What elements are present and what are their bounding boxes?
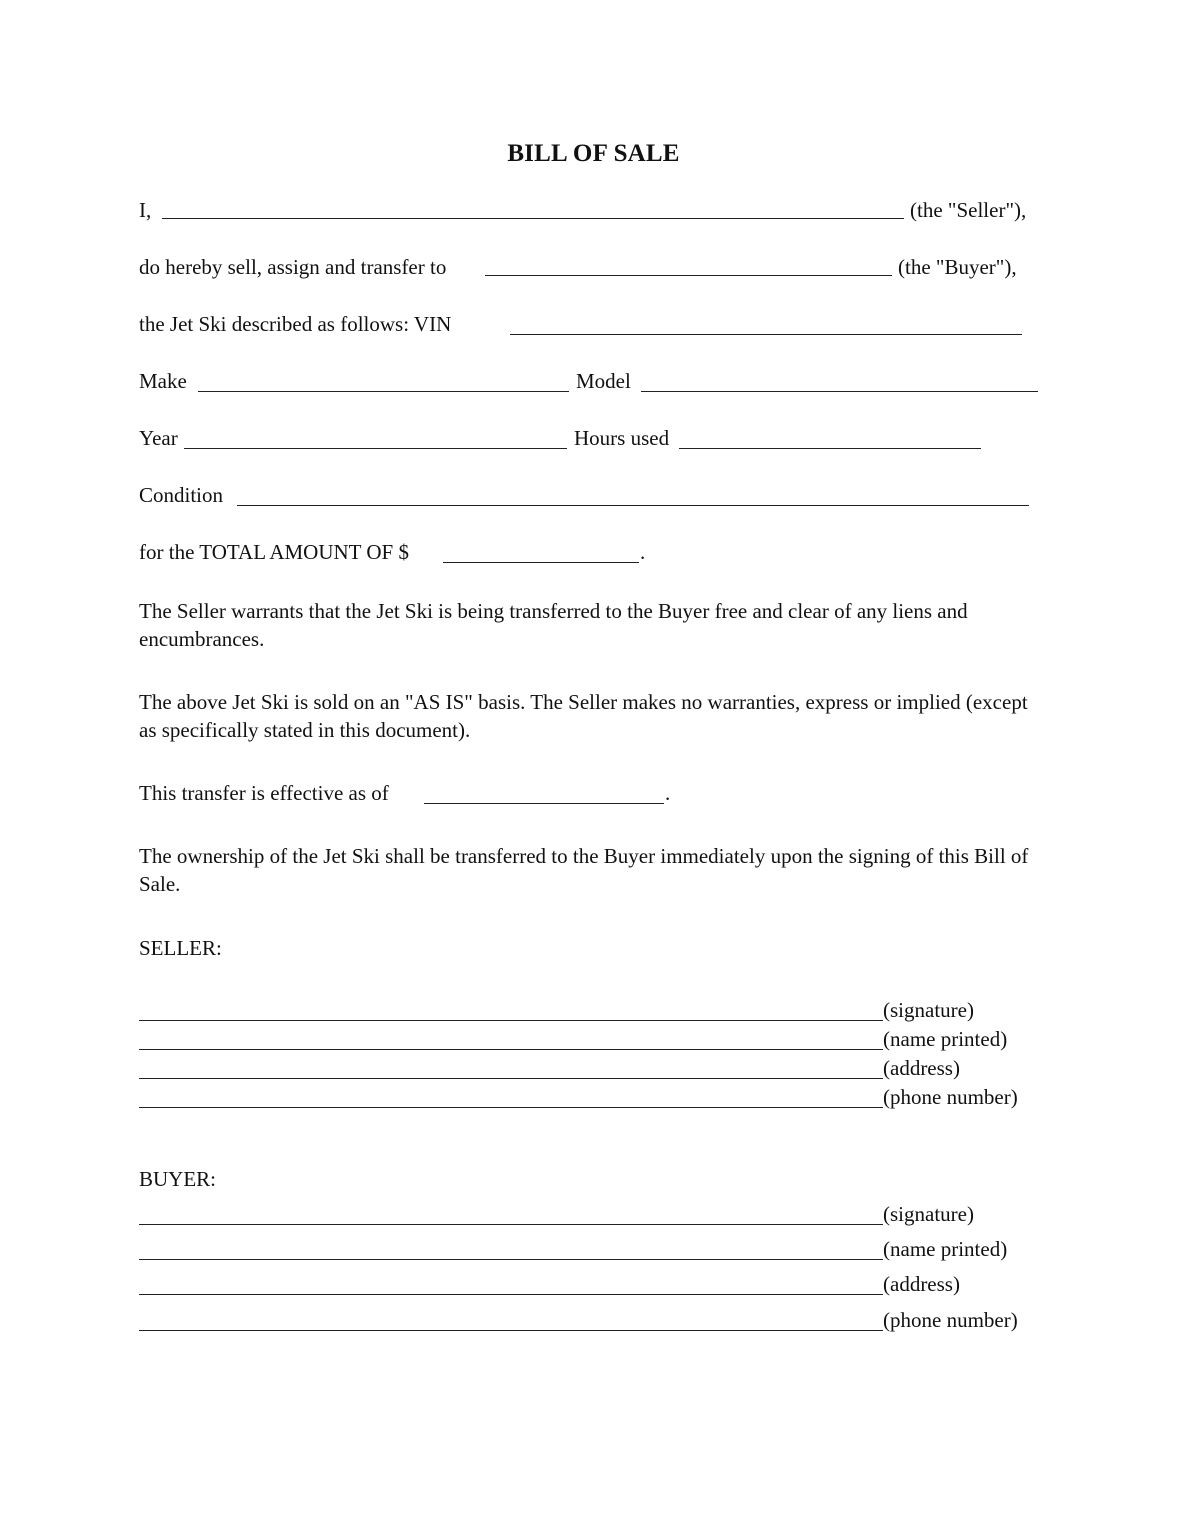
vin-blank[interactable]: [510, 334, 1022, 335]
condition-label: Condition: [139, 483, 224, 507]
vin-label: the Jet Ski described as follows: VIN: [139, 312, 452, 336]
effective-date-label: This transfer is effective as of: [139, 781, 389, 805]
warranty-paragraph: The Seller warrants that the Jet Ski is being transferred to the Buyer free and clear of any liens and encumbrances.: [139, 599, 968, 651]
effective-date-blank[interactable]: [424, 803, 664, 804]
buyer-heading: BUYER:: [139, 1167, 217, 1191]
as-is-paragraph: The above Jet Ski is sold on an "AS IS" basis. The Seller makes no warranties, express or implied (except as specifically stated in this document).: [139, 690, 1028, 742]
seller-name-printed-line[interactable]: [139, 1049, 883, 1050]
model-blank[interactable]: [641, 391, 1038, 392]
seller-phone-line[interactable]: [139, 1107, 883, 1108]
make-blank[interactable]: [198, 391, 569, 392]
buyer-address-label: (address): [883, 1272, 960, 1296]
year-label: Year: [139, 426, 178, 450]
ownership-paragraph: The ownership of the Jet Ski shall be transferred to the Buyer immediately upon the signing of this Bill of Sale.: [139, 844, 1029, 896]
buyer-signature-line[interactable]: [139, 1224, 883, 1225]
hours-used-label: Hours used: [574, 426, 670, 450]
buyer-prefix: do hereby sell, assign and transfer to: [139, 255, 447, 279]
total-amount-label: for the TOTAL AMOUNT OF $: [139, 540, 409, 564]
seller-name-printed-label: (name printed): [883, 1027, 1008, 1051]
buyer-name-printed-label: (name printed): [883, 1237, 1008, 1261]
seller-address-label: (address): [883, 1056, 960, 1080]
condition-blank[interactable]: [237, 505, 1029, 506]
seller-signature-line[interactable]: [139, 1020, 883, 1021]
total-amount-blank[interactable]: [443, 562, 639, 563]
buyer-phone-line[interactable]: [139, 1330, 883, 1331]
year-blank[interactable]: [184, 448, 567, 449]
effective-date-period: .: [665, 781, 671, 805]
buyer-name-printed-line[interactable]: [139, 1259, 883, 1260]
seller-address-line[interactable]: [139, 1078, 883, 1079]
buyer-name-blank[interactable]: [485, 275, 892, 276]
buyer-suffix: (the "Buyer"),: [898, 255, 1017, 279]
seller-heading: SELLER:: [139, 936, 222, 960]
seller-name-blank[interactable]: [162, 218, 904, 219]
seller-signature-label: (signature): [883, 998, 974, 1022]
seller-prefix: I,: [139, 198, 152, 222]
buyer-address-line[interactable]: [139, 1294, 883, 1295]
buyer-phone-label: (phone number): [883, 1308, 1018, 1332]
seller-phone-label: (phone number): [883, 1085, 1018, 1109]
hours-used-blank[interactable]: [679, 448, 981, 449]
document-title: BILL OF SALE: [507, 140, 680, 167]
buyer-signature-label: (signature): [883, 1202, 974, 1226]
model-label: Model: [576, 369, 631, 393]
total-amount-period: .: [640, 540, 646, 564]
seller-suffix: (the "Seller"),: [910, 198, 1027, 222]
make-label: Make: [139, 369, 187, 393]
